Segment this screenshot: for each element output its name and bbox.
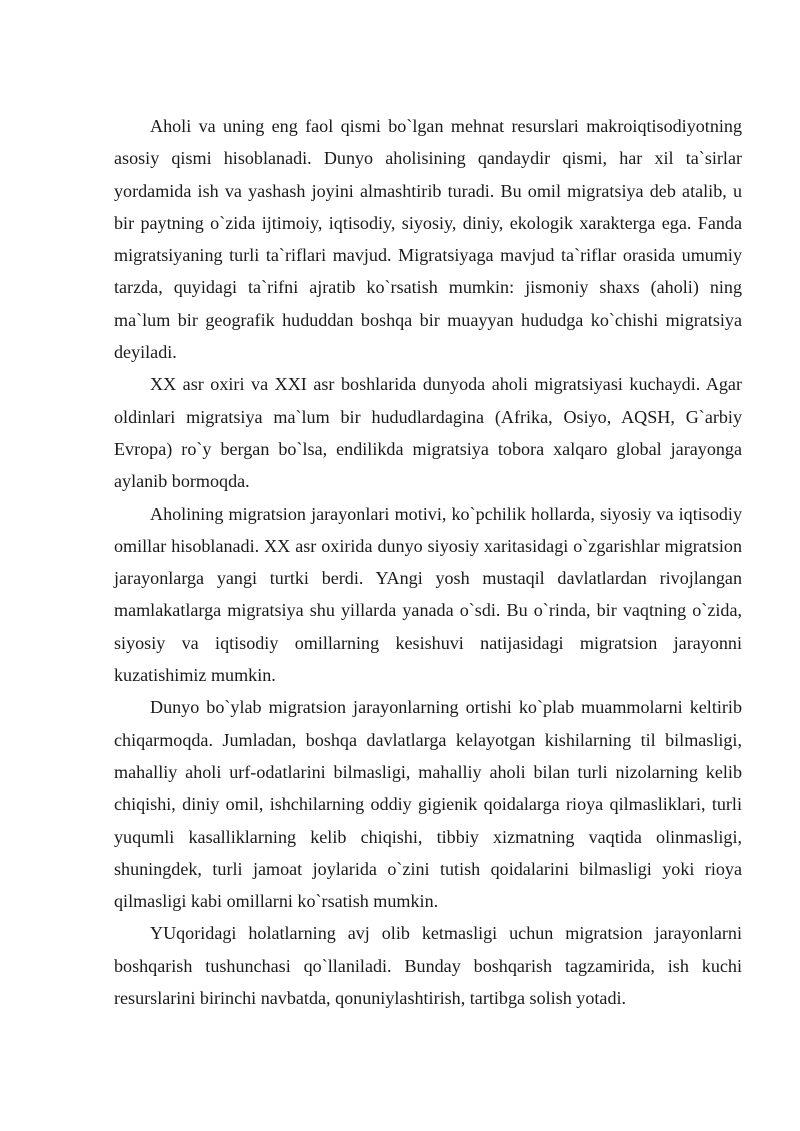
paragraph-5: YUqoridagi holatlarning avj olib ketmasligi uchun migratsion jarayonlarni boshqarish tushunchasi qo`llaniladi. Bunday boshqarish tagzamirida, ish kuchi resurslarini birinchi navbatda, qonuniylashtirish, tartibga solish yotadi. — [114, 923, 742, 1009]
paragraph-4: Dunyo bo`ylab migratsion jarayonlarning ortishi ko`plab muammolarni keltirib chiqarmoqda. Jumladan, boshqa davlatlarga kelayotgan kishilarning til bilmasligi, mahalliy aholi urf-odatlarini bilmasligi, mahalliy aholi bilan turli nizolarning kelib chiqishi, diniy omil, ishchilarning oddiy gigienik qoidalarga rioya qilmasliklari, turli yuqumli kasalliklarning kelib chiqishi, tibbiy xizmatning vaqtida olinmasligi, shuningdek, turli jamoat joylarida o`zini tutish qoidalarini bilmasligi yoki rioya qilmasligi kabi omillarni ko`rsatish mumkin. — [114, 697, 742, 912]
paragraph-1: Aholi va uning eng faol qismi bo`lgan mehnat resurslari makroiqtisodiyotning asosiy qismi hisoblanadi. Dunyo aholisining qandaydir qismi, har xil ta`sirlar yordamida ish va yashash joyini almashtirib turadi. Bu omil migratsiya deb atalib, u bir paytning o`zida ijtimoiy, iqtisodiy, siyosiy, diniy, ekologik xarakterga ega. Fanda migratsiyaning turli ta`riflari mavjud. Migratsiyaga mavjud ta`riflar orasida umumiy tarzda, quyidagi ta`rifni ajratib ko`rsatish mumkin: jismoniy shaxs (aholi) ning ma`lum bir geografik hududdan boshqa bir muayyan hududga ko`chishi migratsiya deyiladi. — [114, 116, 742, 363]
paragraph-2: XX asr oxiri va XXI asr boshlarida dunyoda aholi migratsiyasi kuchaydi. Agar oldinlari migratsiya ma`lum bir hududlardagina (Afrika, Osiyo, AQSH, G`arbiy Evropa) ro`y bergan bo`lsa, endilikda migratsiya tobora xalqaro global jarayonga aylanib bormoqda. — [114, 374, 742, 492]
document-body — [114, 110, 742, 1014]
paragraph-3: Aholining migratsion jarayonlari motivi, ko`pchilik hollarda, siyosiy va iqtisodiy omillar hisoblanadi. XX asr oxirida dunyo siyosiy xaritasidagi o`zgarishlar migratsion jarayonlarga yangi turtki berdi. YAngi yosh mustaqil davlatlardan rivojlangan mamlakatlarga migratsiya shu yillarda yanada o`sdi. Bu o`rinda, bir vaqtning o`zida, siyosiy va iqtisodiy omillarning kesishuvi natijasidagi migratsion jarayonni kuzatishimiz mumkin. — [114, 503, 742, 686]
